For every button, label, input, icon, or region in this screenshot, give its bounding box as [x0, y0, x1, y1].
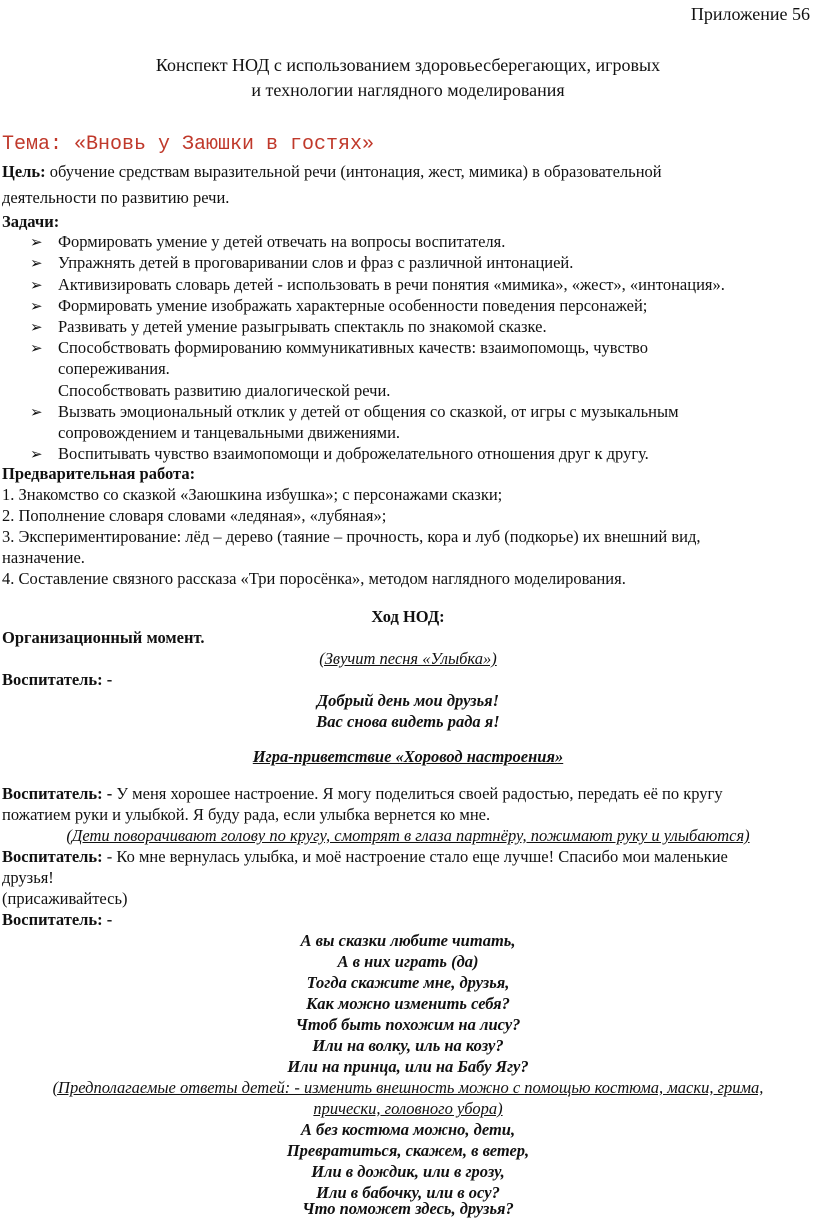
teacher-line-continuation: пожатием руки и улыбкой. Я буду рада, если улыбка вернется ко мне.: [2, 805, 491, 824]
appendix-number: Приложение 56: [690, 4, 810, 24]
poem-line: Как можно изменить себя?: [306, 994, 510, 1013]
org-moment: Организационный момент.: [2, 628, 205, 647]
poem-line: А без костюма можно, дети,: [300, 1120, 516, 1139]
teacher-line-continuation: друзья!: [2, 868, 54, 887]
title-line-1: Конспект НОД с использованием здоровьесберегающих, игровых: [155, 55, 661, 75]
bullet-arrow-icon: ➢: [30, 278, 43, 294]
poem-line: Или на принца, или на Бабу Ягу?: [287, 1057, 529, 1076]
task-item: ➢ Формировать умение изображать характерные особенности поведения персонажей;: [30, 295, 647, 318]
prep-item: назначение.: [2, 548, 85, 567]
topic-heading: Тема: «Вновь у Заюшки в гостях»: [2, 133, 375, 156]
teacher-label: Воспитатель: -: [2, 910, 113, 929]
prep-item: 3. Экспериментирование: лёд – дерево (таяние – прочность, кора и луб (подкорье) их внешний вид,: [2, 527, 701, 546]
task-item: ➢ Развивать у детей умение разыгрывать спектакль по знакомой сказке.: [30, 316, 547, 339]
task-item: ➢ Способствовать формированию коммуникативных качеств: взаимопомощь, чувство: [30, 337, 648, 360]
poem-line: Чтоб быть похожим на лису?: [295, 1015, 521, 1034]
poem-line: Превратиться, скажем, в ветер,: [286, 1141, 530, 1160]
game-title: Игра-приветствие «Хоровод настроения»: [252, 747, 564, 766]
title-line-2: и технологии наглядного моделирования: [251, 80, 565, 100]
sit-down-note: (присаживайтесь): [2, 889, 128, 908]
task-item: ➢ Формировать умение у детей отвечать на вопросы воспитателя.: [30, 231, 505, 254]
prep-item: 2. Пополнение словаря словами «ледяная», «лубяная»;: [2, 506, 387, 525]
task-item: ➢ Упражнять детей в проговаривании слов и фраз с различной интонацией.: [30, 252, 573, 275]
task-item: ➢ Вызвать эмоциональный отклик у детей от общения со сказкой, от игры с музыкальным: [30, 401, 679, 424]
tasks-label: Задачи:: [2, 212, 60, 231]
task-item: ➢ Активизировать словарь детей - использовать в речи понятия «мимика», «жест», «интонация».: [30, 274, 725, 297]
poem-line: Или в дождик, или в грозу,: [311, 1162, 505, 1181]
greeting-line: Вас снова видеть рада я!: [316, 712, 500, 731]
expected-answers: (Предполагаемые ответы детей: - изменить внешность можно с помощью костюма, маски, грима,: [52, 1078, 764, 1097]
goal-text: обучение средствам выразительной речи (интонация, жест, мимика) в образовательной: [45, 162, 662, 181]
goal-line-1: [2, 161, 810, 183]
goal-label: Цель:: [2, 162, 46, 181]
bullet-arrow-icon: ➢: [30, 405, 43, 421]
task-item: ➢ Воспитывать чувство взаимопомощи и доброжелательного отношения друг к другу.: [30, 443, 649, 466]
teacher-label: Воспитатель: -: [2, 670, 113, 689]
goal-line-2: деятельности по развитию речи.: [2, 188, 230, 207]
prep-item: 4. Составление связного рассказа «Три поросёнка», методом наглядного моделирования.: [2, 569, 626, 588]
prep-label: Предварительная работа:: [2, 464, 196, 483]
song-note: (Звучит песня «Улыбка»): [319, 649, 497, 668]
poem-line: А вы сказки любите читать,: [300, 931, 516, 950]
bullet-arrow-icon: ➢: [30, 447, 43, 463]
prep-item: 1. Знакомство со сказкой «Заюшкина избушка»; с персонажами сказки;: [2, 485, 503, 504]
greeting-line: Добрый день мои друзья!: [316, 691, 500, 710]
poem-line: А в них играть (да): [337, 952, 479, 971]
bullet-arrow-icon: ➢: [30, 299, 43, 315]
bullet-arrow-icon: ➢: [30, 256, 43, 272]
poem-line: Или на волку, иль на козу?: [312, 1036, 504, 1055]
task-item-continuation: сопровождением и танцевальными движениями.: [58, 423, 401, 442]
children-action-note: (Дети поворачивают голову по кругу, смотрят в глаза партнёру, пожимают руку и улыбаются): [66, 826, 750, 845]
teacher-line: Воспитатель: - Ко мне вернулась улыбка, и моё настроение стало еще лучше! Спасибо мои маленькие: [2, 847, 728, 866]
bullet-arrow-icon: ➢: [30, 320, 43, 336]
poem-line: Тогда скажите мне, друзья,: [306, 973, 510, 992]
teacher-line: Воспитатель: - У меня хорошее настроение. Я могу поделиться своей радостью, передать её по кругу: [2, 784, 723, 803]
task-item-continuation: сопереживания.: [58, 359, 170, 378]
bullet-arrow-icon: ➢: [30, 235, 43, 251]
course-title: Ход НОД:: [371, 607, 445, 626]
poem-line: Или в бабочку, или в осу?: [316, 1183, 500, 1202]
task-item-continuation: Способствовать развитию диалогической речи.: [58, 381, 391, 400]
bullet-arrow-icon: ➢: [30, 341, 43, 357]
poem-line: Что поможет здесь, друзья?: [302, 1199, 514, 1218]
expected-answers-continuation: прически, головного убора): [313, 1099, 503, 1118]
